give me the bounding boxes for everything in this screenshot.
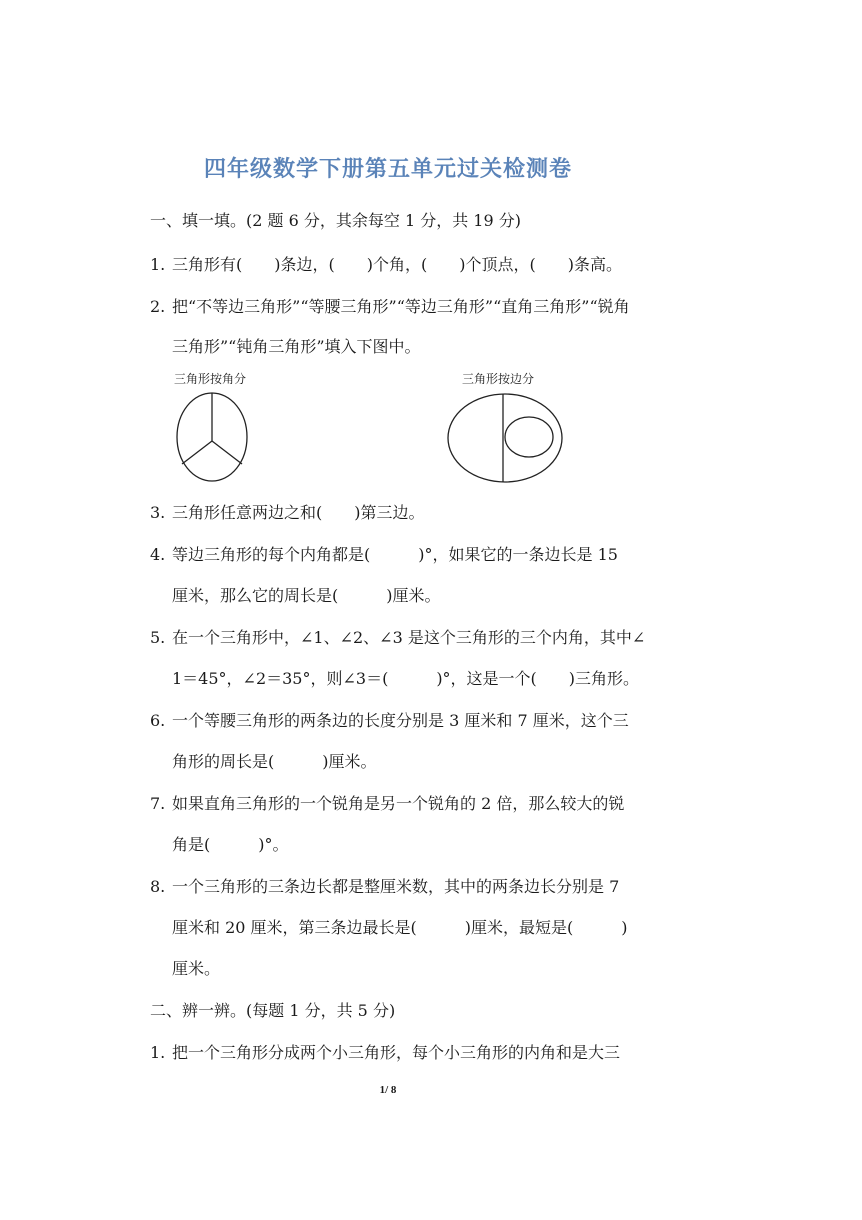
question-1-6-line-1	[150, 710, 629, 732]
page-number: 1/ 8	[379, 1084, 397, 1096]
question-1-7-line-1	[150, 793, 624, 815]
question-1-4-line-2: 厘米，那么它的周长是( )厘米。	[172, 586, 441, 605]
question-1-8-line-3: 厘米。	[172, 959, 221, 978]
question-1-2-line-2: 三角形”“钝角三角形”填入下图中。	[172, 337, 421, 356]
side-classification-diagram	[447, 393, 563, 483]
question-1-8-line-1	[150, 876, 619, 898]
question-text: 如果直角三角形的一个锐角是另一个锐角的 2 倍，那么较大的锐	[172, 794, 625, 813]
question-number: 4.	[150, 545, 166, 564]
question-number: 7.	[150, 794, 166, 813]
question-number: 1.	[150, 1043, 166, 1062]
question-number: 8.	[150, 877, 166, 896]
question-1-5-line-1	[150, 627, 645, 649]
section-2-heading: 二、辨一辨。(每题 1 分，共 5 分)	[150, 1001, 396, 1020]
question-number: 5.	[150, 628, 166, 647]
question-1-6-line-2: 角形的周长是( )厘米。	[172, 752, 377, 771]
question-1-1	[150, 254, 622, 276]
page-title: 四年级数学下册第五单元过关检测卷	[203, 157, 572, 182]
angle-classification-label: 三角形按角分	[174, 372, 247, 386]
angle-classification-diagram	[176, 392, 248, 482]
question-number: 3.	[150, 503, 166, 522]
question-2-1	[150, 1042, 620, 1064]
question-text: 把“不等边三角形”“等腰三角形”“等边三角形”“直角三角形”“锐角	[172, 297, 630, 316]
question-text: 三角形任意两边之和( )第三边。	[172, 503, 425, 522]
question-number: 6.	[150, 711, 166, 730]
question-1-2-line-1	[150, 296, 630, 318]
question-text: 一个等腰三角形的两条边的长度分别是 3 厘米和 7 厘米，这个三	[172, 711, 629, 730]
section-1-heading: 一、填一填。(2 题 6 分，其余每空 1 分，共 19 分)	[150, 211, 521, 230]
side-classification-label: 三角形按边分	[462, 372, 535, 386]
question-1-7-line-2: 角是( )°。	[172, 835, 289, 854]
question-1-4-line-1	[150, 544, 618, 566]
question-text: 等边三角形的每个内角都是( )°，如果它的一条边长是 15	[172, 545, 618, 564]
question-number: 2.	[150, 297, 166, 316]
question-text: 把一个三角形分成两个小三角形，每个小三角形的内角和是大三	[172, 1043, 621, 1062]
question-text: 三角形有( )条边，( )个角，( )个顶点，( )条高。	[172, 255, 622, 274]
question-number: 1.	[150, 255, 166, 274]
question-text: 在一个三角形中，∠1、∠2、∠3 是这个三角形的三个内角，其中∠	[172, 628, 646, 647]
question-text: 一个三角形的三条边长都是整厘米数，其中的两条边长分别是 7	[172, 877, 620, 896]
question-1-8-line-2: 厘米和 20 厘米，第三条边最长是( )厘米，最短是( )	[172, 918, 628, 937]
question-1-3	[150, 502, 425, 524]
question-1-5-line-2: 1＝45°，∠2＝35°，则∠3＝( )°，这是一个( )三角形。	[172, 669, 640, 688]
